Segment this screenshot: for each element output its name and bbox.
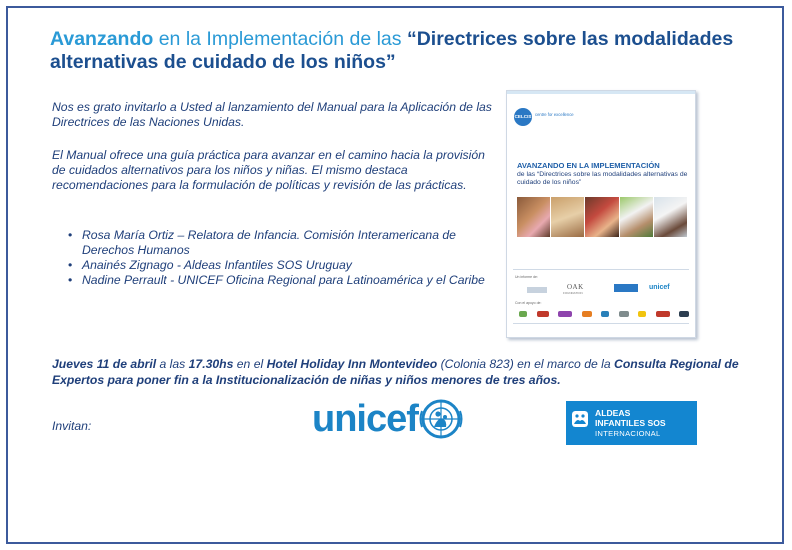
aldeas-line-3: INTERNACIONAL xyxy=(595,428,661,438)
unicef-logo xyxy=(312,397,463,441)
title-part-1: Avanzando xyxy=(50,28,154,50)
event-text: a las xyxy=(156,357,189,371)
title-part-3: “Directrices sobre las modalidades alternativas de cuidado de los niños” xyxy=(50,28,734,73)
event-venue: Hotel Holiday Inn Montevideo xyxy=(266,357,438,371)
partner-logo xyxy=(527,287,547,293)
intro-paragraph: Nos es grato invitarlo a Usted al lanzamiento del Manual para la Aplicación de las Directrices de las Naciones Unidas. xyxy=(52,100,492,129)
event-date: Jueves 11 de abril xyxy=(52,357,157,371)
event-meeting: Consulta Regional de Expertos para poner fin a la Institucionalización de niñas y niños menores de tres años. xyxy=(52,357,739,387)
cover-title: AVANZANDO EN LA IMPLEMENTACIÓN xyxy=(517,161,660,170)
aldeas-line-2: INFANTILES SOS xyxy=(595,417,666,428)
event-time: 17.30hs xyxy=(188,357,234,371)
oak-logo-text: OAK xyxy=(567,283,584,291)
speaker-item: • Nadine Perrault - UNICEF Oficina Regional para Latinoamérica y el Caribe xyxy=(68,273,508,288)
speakers-list xyxy=(52,228,508,288)
invitan-label: Invitan: xyxy=(52,419,92,433)
oak-logo-sub: FOUNDATION xyxy=(563,291,583,295)
aldeas-line-1: ALDEAS xyxy=(595,408,631,418)
partner-logo xyxy=(614,284,638,292)
cover-unicef-text: unicef xyxy=(649,284,670,291)
celcis-logo: CELCIS xyxy=(514,108,532,126)
unicef-emblem-icon xyxy=(419,397,463,441)
cover-label-2: Con el apoyo de: xyxy=(515,301,542,305)
event-text: (Colonia 823) en el marco de la xyxy=(437,357,615,371)
cover-label-1: Un informe de: xyxy=(515,275,538,279)
page-title xyxy=(50,28,770,74)
cover-subtitle: de las “Directrices sobre las modalidades alternativas de cuidado de los niños” xyxy=(517,171,688,186)
aldeas-sos-logo xyxy=(566,401,697,445)
supporter-logos xyxy=(519,309,689,319)
manual-cover-image xyxy=(506,90,696,338)
event-text: en el xyxy=(233,357,267,371)
cover-photos xyxy=(517,197,687,237)
title-part-2: en la Implementación de las xyxy=(153,28,407,50)
event-details xyxy=(52,356,752,388)
speaker-item: • Anainés Zignago - Aldeas Infantiles SOS Uruguay xyxy=(68,258,508,273)
speaker-item: • Rosa María Ortiz – Relatora de Infancia. Comisión Interamericana de Derechos Humanos xyxy=(68,228,508,258)
celcis-text: centre for excellence xyxy=(535,112,574,117)
unicef-wordmark: unicef xyxy=(312,398,418,440)
description-paragraph: El Manual ofrece una guía práctica para avanzar en el camino hacia la provisión de cuidados alternativos para los niños y niñas. El mismo destaca recomendaciones para la formulación de políticas y revisión de las prácticas. xyxy=(52,148,485,192)
aldeas-sos-emblem-icon xyxy=(572,411,588,427)
